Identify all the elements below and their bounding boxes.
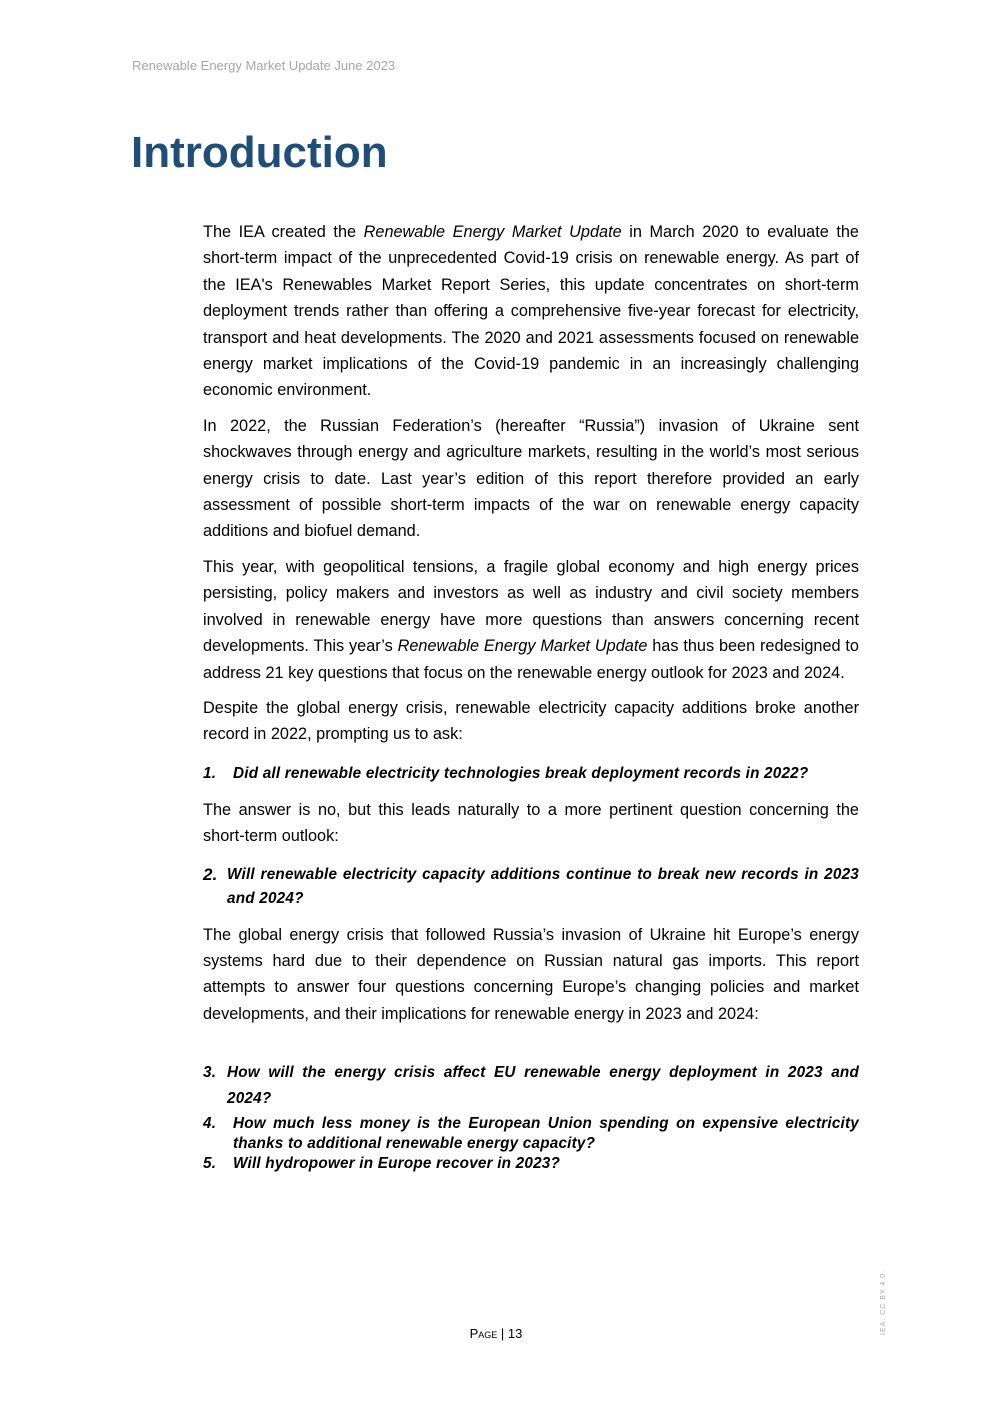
paragraph-text: has thus been redesigned to address 21 key questions that focus on the renewable energy outlook for 2023 and 2024. [203,637,859,682]
question-number: 2. [203,864,218,884]
question-4 [203,1114,859,1154]
paragraph-intro [203,219,859,404]
question-1 [203,762,859,786]
question-2 [203,863,859,911]
question-5 [203,1154,859,1174]
question-text: Will renewable electricity capacity additions continue to break new records in 2023 and 2024? [227,865,859,907]
license-note: IEA. CC BY 4.0. [880,1269,887,1335]
question-number: 5. [203,1155,217,1173]
question-number: 1. [203,764,217,782]
paragraph-text: This year, with geopolitical tensions, a fragile global economy and high energy prices persisting, policy makers and investors as well as industry and civil society members involved in renewable energy have more questions than answers concerning recent developments. This year’s [203,557,859,656]
paragraph-answer: The answer is no, but this leads naturally to a more pertinent question concerning the short-term outlook: [203,800,859,846]
paragraph-text: The IEA created the [203,223,364,241]
paragraph-russia: In 2022, the Russian Federation’s (hereafter “Russia”) invasion of Ukraine sent shockwaves through energy and agriculture markets, resulting in the world’s most serious energy crisis to date. Last year’s edition of this report therefore provided an early assessment of possible short-term impacts of the war on renewable energy capacity additions and biofuel demand. [203,416,859,541]
question-text: Did all renewable electricity technologies break deployment records in 2022? [233,764,809,782]
spacer [203,1036,859,1060]
question-number: 4. [203,1115,217,1133]
paragraph-this-year [203,554,859,686]
paragraph-europe: The global energy crisis that followed Russia’s invasion of Ukraine hit Europe’s energy systems hard due to their dependence on Russian natural gas imports. This report attempts to answer four questions concerning Europe’s changing policies and market developments, and their implications for renewable energy in 2023 and 2024: [203,925,859,1023]
page-separator: | [497,1326,508,1341]
question-3 [203,1060,859,1112]
report-title-italic: Renewable Energy Market Update [363,223,622,241]
running-header: Renewable Energy Market Update June 2023 [132,58,396,73]
question-number: 3. [203,1064,217,1082]
paragraph-record: Despite the global energy crisis, renewable electricity capacity additions broke another record in 2022, prompting us to ask: [203,698,859,744]
question-text: How will the energy crisis affect EU renewable energy deployment in 2023 and 2024? [227,1064,859,1108]
report-title-italic: Renewable Energy Market Update [397,637,648,656]
question-text: Will hydropower in Europe recover in 2023? [233,1155,561,1173]
page-title: Introduction [131,128,388,177]
page-number: 13 [507,1326,523,1341]
page-label: Page [469,1326,498,1341]
body-content [203,219,859,1174]
question-text: How much less money is the European Union spending on expensive electricity thanks to additional renewable energy capacity? [233,1115,859,1153]
paragraph-text: in March 2020 to evaluate the short-term impact of the unprecedented Covid-19 crisis on renewable energy. As part of the IEA's Renewables Market Report Series, this update concentrates on short-term deployment trends rather than offering a comprehensive five-year forecast for electricity, transport and heat developments. The 2020 and 2021 assessments focused on renewable energy market implications of the Covid-19 pandemic in an increasingly challenging economic environment. [203,223,859,400]
page-footer [0,1326,992,1341]
